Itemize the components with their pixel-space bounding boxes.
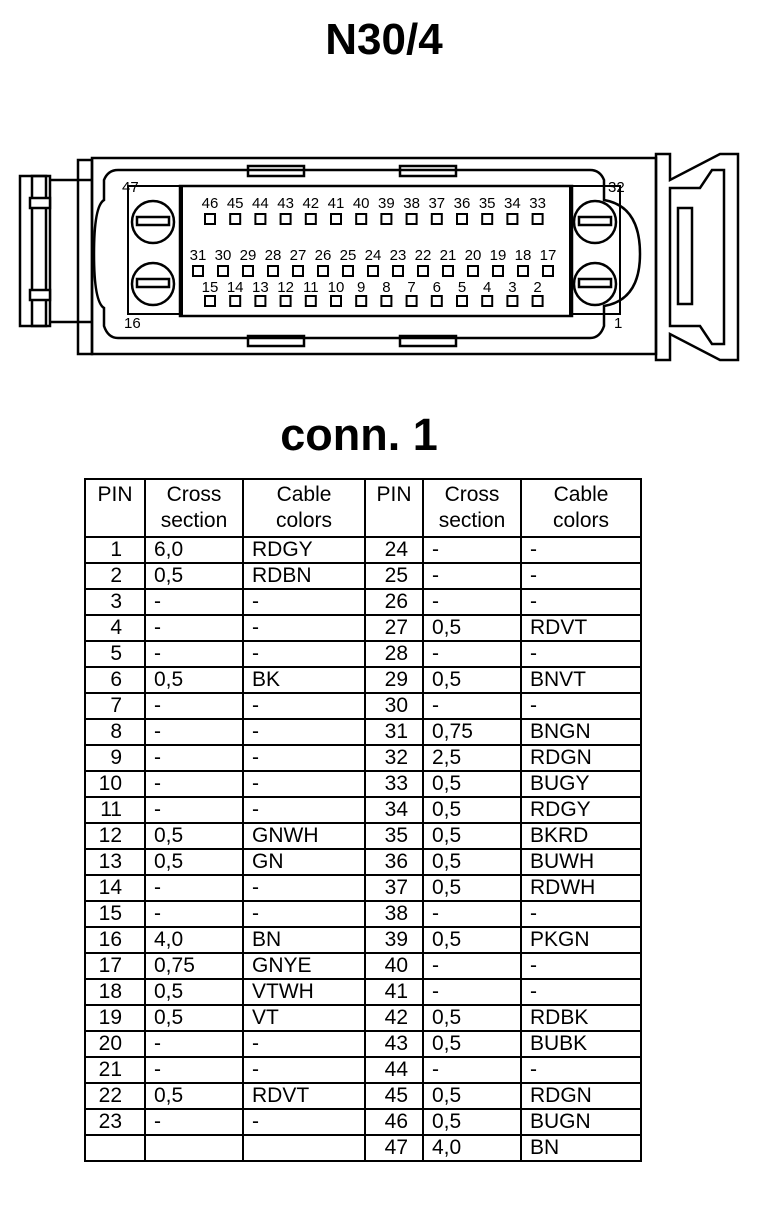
cross-section-cell: 0,5 <box>423 1083 521 1109</box>
pin-cell: 31 <box>365 719 423 745</box>
cross-section-cell: 0,5 <box>145 823 243 849</box>
pin-number-label: 7 <box>407 279 416 296</box>
cross-section-cell: - <box>423 693 521 719</box>
pin-cell: 25 <box>365 563 423 589</box>
cable-color-cell: - <box>521 537 641 563</box>
pin-cell: 4 <box>85 615 145 641</box>
cross-section-cell: 0,5 <box>145 667 243 693</box>
cross-section-cell: 0,5 <box>423 823 521 849</box>
pin-number-label: 46 <box>201 195 219 212</box>
header-cable-colors-left: Cable colors <box>243 479 365 537</box>
cable-color-cell: - <box>521 1057 641 1083</box>
cable-color-cell: GNYE <box>243 953 365 979</box>
pin-contact <box>457 214 467 224</box>
cable-color-cell: - <box>243 1031 365 1057</box>
cable-color-cell: - <box>521 979 641 1005</box>
pin-contact <box>457 296 467 306</box>
pin-contact <box>381 296 391 306</box>
pin-number-label: 18 <box>514 247 532 264</box>
pin-number-label: 40 <box>352 195 370 212</box>
pin-number-label: 15 <box>201 279 219 296</box>
pin-number-label: 26 <box>314 247 332 264</box>
pin-contact <box>255 214 265 224</box>
pin-table <box>84 478 642 1162</box>
cable-color-cell: - <box>243 1057 365 1083</box>
cross-section-cell: - <box>145 771 243 797</box>
pin-cell: 29 <box>365 667 423 693</box>
pin-contact <box>418 266 428 276</box>
cable-color-cell: RDBN <box>243 563 365 589</box>
pin-cell: 36 <box>365 849 423 875</box>
connector-title: conn. 1 <box>280 409 438 460</box>
pin-number-label: 10 <box>327 279 345 296</box>
table-row <box>85 537 641 563</box>
pin-contact <box>255 296 265 306</box>
pin-number-label: 37 <box>428 195 446 212</box>
pin-cell: 3 <box>85 589 145 615</box>
cable-color-cell: - <box>521 563 641 589</box>
pin-number-label: 29 <box>239 247 257 264</box>
cable-color-cell: BNVT <box>521 667 641 693</box>
table-row <box>85 927 641 953</box>
cable-color-cell: - <box>243 693 365 719</box>
pin-cell: 24 <box>365 537 423 563</box>
cable-color-cell <box>243 1135 365 1161</box>
corner-label-1: 1 <box>614 315 623 332</box>
corner-label-16: 16 <box>124 315 141 332</box>
pin-contact <box>230 296 240 306</box>
cross-section-cell: - <box>145 1057 243 1083</box>
pin-contact <box>281 214 291 224</box>
cross-section-cell: - <box>423 589 521 615</box>
pin-contact <box>193 266 203 276</box>
table-row <box>85 849 641 875</box>
table-header-row <box>85 479 641 537</box>
cross-section-cell: 0,5 <box>423 1109 521 1135</box>
cross-section-cell: 0,5 <box>145 1005 243 1031</box>
cross-section-cell: - <box>423 953 521 979</box>
pin-contact <box>407 296 417 306</box>
pin-contact <box>218 266 228 276</box>
cable-color-cell: RDVT <box>243 1083 365 1109</box>
pin-number-label: 43 <box>277 195 294 212</box>
pin-cell: 32 <box>365 745 423 771</box>
pin-number-label: 23 <box>389 247 407 264</box>
cable-color-cell: - <box>243 901 365 927</box>
pin-cell: 13 <box>85 849 145 875</box>
pin-number-label: 14 <box>226 279 244 296</box>
pin-contact <box>356 296 366 306</box>
pin-contact <box>543 266 553 276</box>
pin-cell: 40 <box>365 953 423 979</box>
pin-number-label: 9 <box>357 279 366 296</box>
pin-contact <box>306 296 316 306</box>
pin-contact <box>443 266 453 276</box>
pin-contact <box>482 214 492 224</box>
pin-cell: 16 <box>85 927 145 953</box>
pin-cell: 37 <box>365 875 423 901</box>
cross-section-cell: 4,0 <box>423 1135 521 1161</box>
pin-number-label: 22 <box>414 247 432 264</box>
table-row <box>85 1109 641 1135</box>
cable-color-cell: GN <box>243 849 365 875</box>
pin-cell: 15 <box>85 901 145 927</box>
pin-number-label: 38 <box>403 195 420 212</box>
connector-drawing <box>0 150 768 380</box>
cable-color-cell: - <box>243 771 365 797</box>
pin-number-label: 4 <box>483 279 492 296</box>
pin-cell: 44 <box>365 1057 423 1083</box>
table-row <box>85 1031 641 1057</box>
pin-number-label: 42 <box>302 195 320 212</box>
cross-section-cell: - <box>423 979 521 1005</box>
pin-number-label: 34 <box>504 195 521 212</box>
cross-section-cell: 6,0 <box>145 537 243 563</box>
corner-label-47: 47 <box>122 179 139 196</box>
pin-number-label: 24 <box>364 247 382 264</box>
pin-number-label: 25 <box>339 247 357 264</box>
pin-contact <box>507 296 517 306</box>
pin-number-label: 12 <box>277 279 294 296</box>
cable-color-cell: - <box>521 693 641 719</box>
cross-section-cell: 0,5 <box>145 979 243 1005</box>
cable-color-cell: - <box>521 589 641 615</box>
pin-contact <box>533 214 543 224</box>
pin-cell: 22 <box>85 1083 145 1109</box>
cable-color-cell: - <box>243 797 365 823</box>
pin-contact <box>293 266 303 276</box>
table-row <box>85 589 641 615</box>
cross-section-cell: - <box>145 875 243 901</box>
pin-contact <box>518 266 528 276</box>
cable-color-cell: RDBK <box>521 1005 641 1031</box>
cross-section-cell: 0,5 <box>145 849 243 875</box>
header-cable-colors-right: Cable colors <box>521 479 641 537</box>
cable-color-cell: - <box>521 641 641 667</box>
pin-cell: 19 <box>85 1005 145 1031</box>
pin-contact <box>381 214 391 224</box>
pin-number-label: 19 <box>489 247 507 264</box>
pin-contact <box>205 296 215 306</box>
cross-section-cell: 0,75 <box>145 953 243 979</box>
pin-cell: 43 <box>365 1031 423 1057</box>
table-row <box>85 641 641 667</box>
cross-section-cell: 0,5 <box>423 927 521 953</box>
corner-label-32: 32 <box>608 179 625 196</box>
pin-contact <box>243 266 253 276</box>
pin-contact <box>230 214 240 224</box>
pin-cell: 35 <box>365 823 423 849</box>
cross-section-cell: - <box>145 901 243 927</box>
cross-section-cell: 0,75 <box>423 719 521 745</box>
pin-cell: 41 <box>365 979 423 1005</box>
cable-color-cell: VTWH <box>243 979 365 1005</box>
cable-color-cell: BN <box>521 1135 641 1161</box>
pin-cell: 14 <box>85 875 145 901</box>
cable-color-cell: PKGN <box>521 927 641 953</box>
pin-contact <box>281 296 291 306</box>
pin-cell: 6 <box>85 667 145 693</box>
header-pin-left: PIN <box>85 479 145 537</box>
pin-number-label: 27 <box>289 247 307 264</box>
pin-cell: 12 <box>85 823 145 849</box>
pin-cell: 34 <box>365 797 423 823</box>
pin-number-label: 17 <box>539 247 557 264</box>
pin-contact <box>432 296 442 306</box>
pin-contact <box>432 214 442 224</box>
pin-cell: 27 <box>365 615 423 641</box>
pin-number-label: 5 <box>457 279 467 296</box>
header-cross-section-left: Cross section <box>145 479 243 537</box>
pin-contact <box>407 214 417 224</box>
cross-section-cell: - <box>423 1057 521 1083</box>
pin-number-label: 39 <box>378 195 395 212</box>
cross-section-cell: 4,0 <box>145 927 243 953</box>
cable-color-cell: BK <box>243 667 365 693</box>
pin-number-label: 41 <box>327 195 345 212</box>
table-row <box>85 1135 641 1161</box>
pin-cell: 30 <box>365 693 423 719</box>
cable-color-cell: RDGY <box>243 537 365 563</box>
table-row <box>85 719 641 745</box>
pin-number-label: 30 <box>214 247 232 264</box>
pin-cell: 18 <box>85 979 145 1005</box>
pin-cell: 45 <box>365 1083 423 1109</box>
cross-section-cell: - <box>423 537 521 563</box>
table-row <box>85 979 641 1005</box>
cable-color-cell: BUBK <box>521 1031 641 1057</box>
table-row <box>85 901 641 927</box>
pin-contact <box>356 214 366 224</box>
pin-cell: 47 <box>365 1135 423 1161</box>
cable-color-cell: VT <box>243 1005 365 1031</box>
pin-contact <box>205 214 215 224</box>
pin-cell: 10 <box>85 771 145 797</box>
pin-contact <box>507 214 517 224</box>
cross-section-cell: 0,5 <box>145 563 243 589</box>
pin-number-label: 45 <box>226 195 244 212</box>
pin-number-label: 2 <box>533 279 542 296</box>
cross-section-cell: 2,5 <box>423 745 521 771</box>
pin-cell: 28 <box>365 641 423 667</box>
pin-cell: 7 <box>85 693 145 719</box>
pin-number-label: 6 <box>432 279 441 296</box>
cable-color-cell: - <box>521 953 641 979</box>
pin-cell: 17 <box>85 953 145 979</box>
header-cross-section-right: Cross section <box>423 479 521 537</box>
pin-cell: 11 <box>85 797 145 823</box>
pin-cell: 26 <box>365 589 423 615</box>
cross-section-cell: - <box>423 563 521 589</box>
cable-color-cell: BKRD <box>521 823 641 849</box>
cross-section-cell: 0,5 <box>145 1083 243 1109</box>
cable-color-cell: BUGN <box>521 1109 641 1135</box>
table-row <box>85 1083 641 1109</box>
pin-cell: 39 <box>365 927 423 953</box>
pin-contact <box>368 266 378 276</box>
pin-number-label: 8 <box>382 279 391 296</box>
table-row <box>85 771 641 797</box>
table-row <box>85 667 641 693</box>
cross-section-cell: - <box>145 719 243 745</box>
pin-cell: 9 <box>85 745 145 771</box>
pin-contact <box>268 266 278 276</box>
cable-color-cell: - <box>243 745 365 771</box>
pin-number-label: 13 <box>252 279 269 296</box>
cable-color-cell: RDVT <box>521 615 641 641</box>
cable-color-cell: RDGY <box>521 797 641 823</box>
table-row <box>85 745 641 771</box>
cross-section-cell: - <box>423 641 521 667</box>
pin-number-label: 21 <box>439 247 457 264</box>
pin-cell: 21 <box>85 1057 145 1083</box>
cross-section-cell: - <box>423 901 521 927</box>
cross-section-cell: - <box>145 797 243 823</box>
cable-color-cell: - <box>243 615 365 641</box>
pin-contact <box>493 266 503 276</box>
header-pin-right: PIN <box>365 479 423 537</box>
cross-section-cell: 0,5 <box>423 1031 521 1057</box>
cable-color-cell: - <box>521 901 641 927</box>
pin-cell <box>85 1135 145 1161</box>
pin-cell: 20 <box>85 1031 145 1057</box>
cross-section-cell: - <box>145 641 243 667</box>
table-row <box>85 875 641 901</box>
table-row <box>85 1057 641 1083</box>
table-row <box>85 953 641 979</box>
pin-number-label: 33 <box>529 195 546 212</box>
pin-cell: 42 <box>365 1005 423 1031</box>
pin-cell: 33 <box>365 771 423 797</box>
pin-cell: 38 <box>365 901 423 927</box>
pin-number-label: 11 <box>303 279 319 296</box>
cable-color-cell: - <box>243 641 365 667</box>
cable-color-cell: BUGY <box>521 771 641 797</box>
pin-number-label: 44 <box>252 195 269 212</box>
cable-color-cell: - <box>243 719 365 745</box>
cable-color-cell: - <box>243 589 365 615</box>
pin-contact <box>331 296 341 306</box>
cable-color-cell: - <box>243 1109 365 1135</box>
pin-number-label: 28 <box>264 247 282 264</box>
cross-section-cell: - <box>145 615 243 641</box>
pin-cell: 23 <box>85 1109 145 1135</box>
pin-contact <box>468 266 478 276</box>
cross-section-cell: - <box>145 745 243 771</box>
pin-number-label: 35 <box>478 195 496 212</box>
pin-cell: 5 <box>85 641 145 667</box>
pin-contact <box>482 296 492 306</box>
table-row <box>85 693 641 719</box>
pin-contact <box>343 266 353 276</box>
table-row <box>85 797 641 823</box>
table-row <box>85 563 641 589</box>
pin-contact <box>318 266 328 276</box>
cross-section-cell: - <box>145 1031 243 1057</box>
cross-section-cell: 0,5 <box>423 667 521 693</box>
pin-number-label: 31 <box>189 247 207 264</box>
cross-section-cell: - <box>145 693 243 719</box>
pin-contact <box>533 296 543 306</box>
cross-section-cell: 0,5 <box>423 1005 521 1031</box>
cross-section-cell: - <box>145 1109 243 1135</box>
cable-color-cell: BUWH <box>521 849 641 875</box>
cable-color-cell: RDWH <box>521 875 641 901</box>
table-row <box>85 615 641 641</box>
pin-number-label: 3 <box>508 279 517 296</box>
cross-section-cell <box>145 1135 243 1161</box>
pin-contact <box>331 214 341 224</box>
cross-section-cell: 0,5 <box>423 875 521 901</box>
cable-color-cell: GNWH <box>243 823 365 849</box>
cable-color-cell: BN <box>243 927 365 953</box>
pin-number-label: 36 <box>453 195 471 212</box>
cross-section-cell: 0,5 <box>423 615 521 641</box>
pin-number-label: 20 <box>464 247 482 264</box>
cable-color-cell: RDGN <box>521 745 641 771</box>
cable-color-cell: - <box>243 875 365 901</box>
pin-cell: 8 <box>85 719 145 745</box>
diagram-title: N30/4 <box>325 15 443 64</box>
cross-section-cell: 0,5 <box>423 849 521 875</box>
pin-cell: 2 <box>85 563 145 589</box>
cable-color-cell: RDGN <box>521 1083 641 1109</box>
cross-section-cell: - <box>145 589 243 615</box>
cable-color-cell: BNGN <box>521 719 641 745</box>
pin-cell: 46 <box>365 1109 423 1135</box>
pin-contact <box>393 266 403 276</box>
cross-section-cell: 0,5 <box>423 771 521 797</box>
pin-contact <box>306 214 316 224</box>
pin-cell: 1 <box>85 537 145 563</box>
table-row <box>85 1005 641 1031</box>
cross-section-cell: 0,5 <box>423 797 521 823</box>
table-row <box>85 823 641 849</box>
